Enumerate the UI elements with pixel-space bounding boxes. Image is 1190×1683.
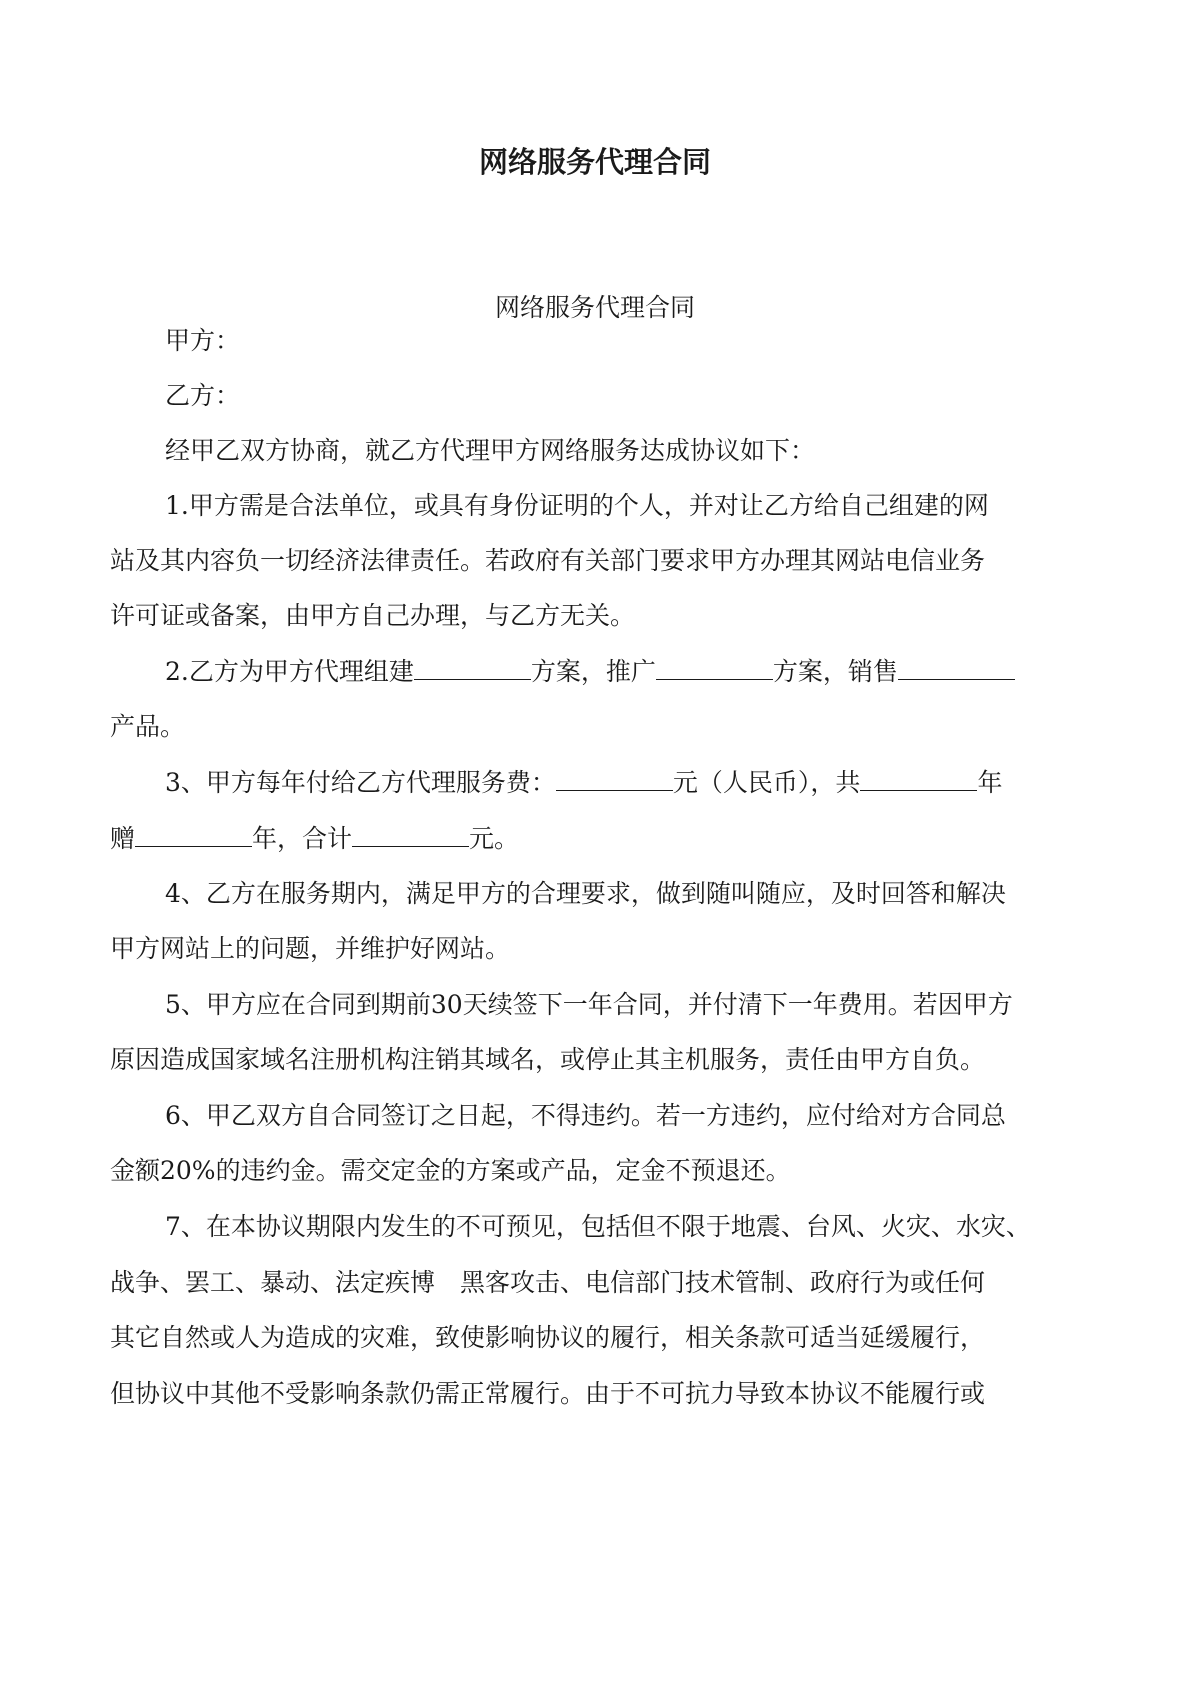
clause-6-line: 6、甲乙双方自合同签订之日起，不得违约。若一方违约，应付给对方合同总	[165, 1101, 1006, 1130]
clause-3-text: 元。	[469, 824, 520, 853]
clause-1-line: 1.甲方需是合法单位，或具有身份证明的个人，并对让乙方给自己组建的网	[165, 491, 989, 520]
clause-4-line: 甲方网站上的问题，并维护好网站。	[110, 934, 511, 963]
clause-2-text: 方案，销售	[772, 657, 898, 686]
party-a-label: 甲方：	[165, 326, 241, 355]
clause-6-line: 金额20%的违约金。需交定金的方案或产品，定金不预退还。	[110, 1156, 791, 1185]
clause-3-line	[165, 766, 1145, 800]
fill-blank-service-fee[interactable]	[556, 766, 673, 791]
clause-3-line	[110, 822, 1090, 856]
document-title: 网络服务代理合同	[478, 145, 711, 179]
fill-blank-years[interactable]	[860, 766, 977, 791]
fill-blank-bonus-years[interactable]	[135, 822, 252, 847]
clause-4-line: 4、乙方在服务期内，满足甲方的合理要求，做到随叫随应，及时回答和解决	[165, 879, 1006, 908]
clause-2-line	[165, 655, 1145, 689]
clause-2-text: 方案，推广	[530, 657, 656, 686]
clause-3-text: 赠	[110, 824, 136, 853]
contract-subtitle: 网络服务代理合同	[494, 293, 695, 322]
clause-3-text: 年，合计	[252, 824, 353, 853]
clause-5-line: 5、甲方应在合同到期前30天续签下一年合同，并付清下一年费用。若因甲方	[165, 990, 1013, 1019]
intro-paragraph: 经甲乙双方协商，就乙方代理甲方网络服务达成协议如下：	[165, 436, 816, 465]
clause-2-line: 产品。	[110, 712, 186, 741]
party-b-label: 乙方：	[165, 381, 241, 410]
fill-blank-sales-product[interactable]	[898, 655, 1015, 680]
clause-7-line: 但协议中其他不受影响条款仍需正常履行。由于不可抗力导致本协议不能履行或	[110, 1379, 986, 1408]
clause-1-line: 站及其内容负一切经济法律责任。若政府有关部门要求甲方办理其网站电信业务	[110, 546, 986, 575]
clause-7-line: 战争、罢工、暴动、法定疾博 黑客攻击、电信部门技术管制、政府行为或任何	[110, 1268, 986, 1297]
clause-1-line: 许可证或备案，由甲方自己办理，与乙方无关。	[110, 601, 636, 630]
clause-7-line: 其它自然或人为造成的灾难，致使影响协议的履行，相关条款可适当延缓履行，	[110, 1323, 986, 1352]
fill-blank-build-plan[interactable]	[414, 655, 531, 680]
clause-7-line: 7、在本协议期限内发生的不可预见，包括但不限于地震、台风、火灾、水灾、	[165, 1212, 1031, 1241]
clause-3-text: 3、甲方每年付给乙方代理服务费：	[165, 768, 556, 797]
fill-blank-promo-plan[interactable]	[656, 655, 773, 680]
clause-5-line: 原因造成国家域名注册机构注销其域名，或停止其主机服务，责任由甲方自负。	[110, 1045, 986, 1074]
fill-blank-total-amount[interactable]	[352, 822, 469, 847]
clause-3-text: 年	[977, 768, 1003, 797]
clause-3-text: 元（人民币），共	[672, 768, 861, 797]
clause-2-text: 2.乙方为甲方代理组建	[165, 657, 414, 686]
